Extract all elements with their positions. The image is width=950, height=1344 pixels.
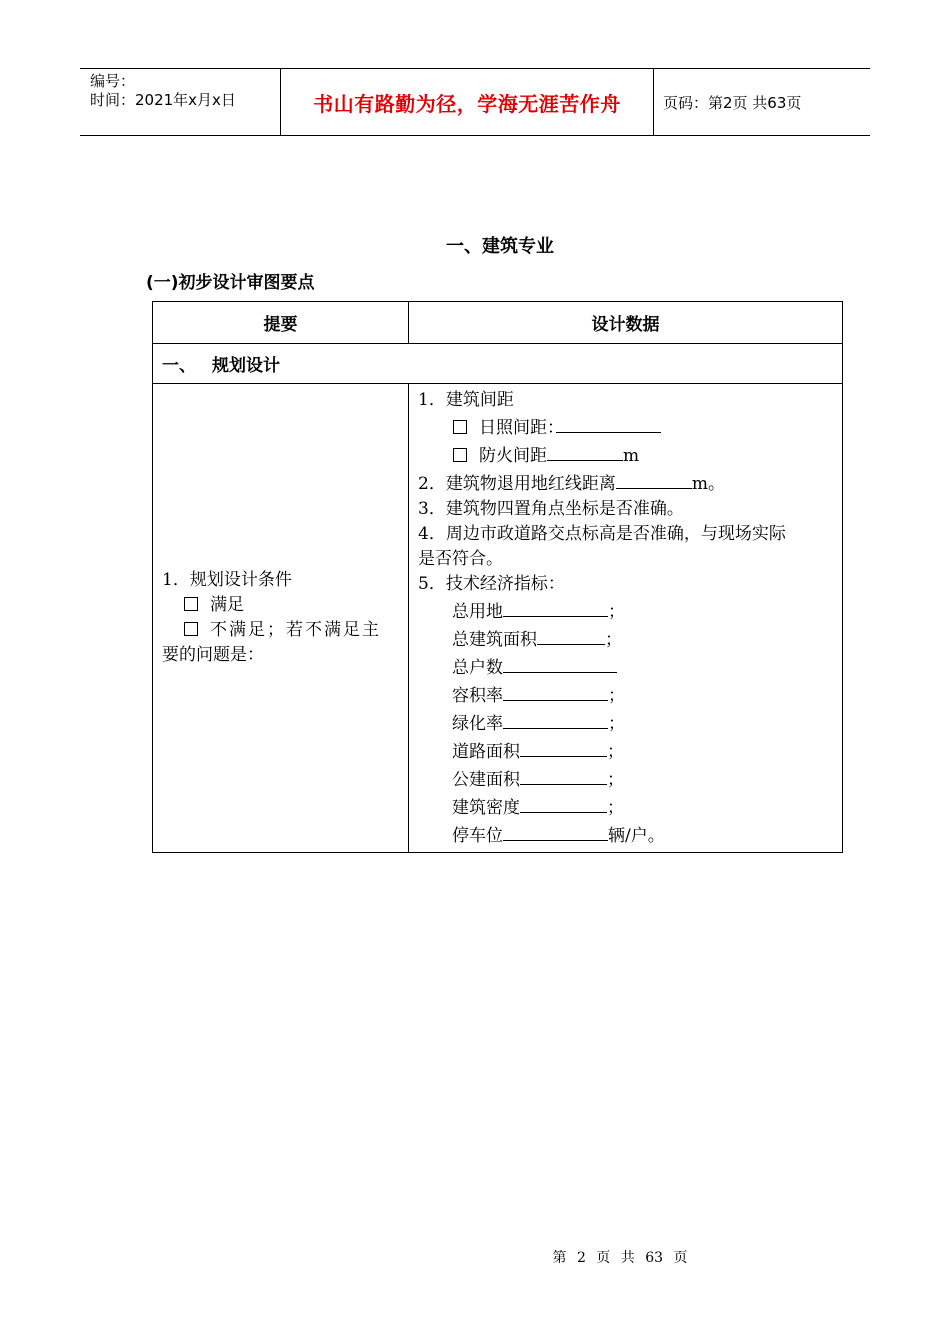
indicator-suffix: ； bbox=[607, 770, 624, 790]
option-unsatisfied-label: 不满足；若不满足主 bbox=[210, 620, 381, 640]
indicator-label: 绿化率 bbox=[452, 714, 503, 734]
indicator-road-area bbox=[418, 737, 836, 765]
indicator-parking bbox=[418, 821, 836, 849]
sub-title: (一)初步设计审图要点 bbox=[146, 273, 315, 293]
corner-coords-line: 3．建筑物四置角点坐标是否准确。 bbox=[418, 499, 684, 519]
indicator-suffix: ； bbox=[607, 742, 624, 762]
indicator-blank[interactable] bbox=[520, 793, 607, 813]
table-section-row bbox=[153, 344, 843, 384]
design-data-cell bbox=[409, 384, 843, 853]
checkbox-icon[interactable] bbox=[453, 420, 467, 434]
section-row-label: 规划设计 bbox=[212, 356, 280, 376]
table-header-row bbox=[153, 302, 843, 344]
header-summary: 提要 bbox=[153, 302, 409, 344]
indicator-total-land bbox=[418, 597, 836, 625]
indicator-blank[interactable] bbox=[520, 765, 607, 785]
fire-spacing-line bbox=[418, 441, 836, 469]
option-satisfied-line bbox=[162, 593, 400, 618]
page-footer: 第 2 页 共 63 页 bbox=[552, 1250, 688, 1266]
checkbox-icon[interactable] bbox=[184, 597, 198, 611]
checkbox-icon[interactable] bbox=[453, 448, 467, 462]
fire-spacing-unit: m bbox=[623, 446, 640, 466]
header-design-data: 设计数据 bbox=[409, 302, 843, 344]
option-unsatisfied-continuation: 要的问题是： bbox=[162, 645, 264, 665]
indicator-blank[interactable] bbox=[503, 653, 617, 673]
document-header bbox=[80, 68, 870, 136]
section-row-planning bbox=[153, 344, 843, 384]
sunlight-spacing-line bbox=[418, 413, 836, 441]
indicator-label: 建筑密度 bbox=[452, 798, 520, 818]
indicator-label: 容积率 bbox=[452, 686, 503, 706]
indicator-label: 总建筑面积 bbox=[452, 630, 537, 650]
checkbox-icon[interactable] bbox=[184, 622, 198, 636]
indicator-blank[interactable] bbox=[503, 597, 608, 617]
summary-cell bbox=[153, 384, 409, 853]
option-satisfied-label: 满足 bbox=[210, 595, 244, 615]
sunlight-spacing-blank[interactable] bbox=[556, 413, 661, 433]
fire-spacing-blank[interactable] bbox=[547, 441, 623, 461]
indicator-public-building-area bbox=[418, 765, 836, 793]
indicator-households bbox=[418, 653, 836, 681]
indicator-label: 总户数 bbox=[452, 658, 503, 678]
indicator-blank[interactable] bbox=[520, 737, 607, 757]
indicator-suffix: ； bbox=[605, 630, 622, 650]
road-elevation-continuation: 是否符合。 bbox=[418, 549, 503, 569]
indicator-total-floor-area bbox=[418, 625, 836, 653]
indicator-blank[interactable] bbox=[503, 681, 608, 701]
indicator-plot-ratio bbox=[418, 681, 836, 709]
tech-indicators-title: 5．技术经济指标： bbox=[418, 574, 565, 594]
indicator-suffix: ； bbox=[608, 686, 625, 706]
sunlight-spacing-label: 日照间距： bbox=[479, 418, 564, 438]
code-label: 编号： bbox=[90, 72, 136, 90]
planning-condition-title: 1．规划设计条件 bbox=[162, 570, 292, 590]
indicator-building-density bbox=[418, 793, 836, 821]
indicator-blank[interactable] bbox=[503, 709, 608, 729]
setback-line bbox=[418, 469, 836, 497]
setback-label: 2．建筑物退用地红线距离 bbox=[418, 474, 616, 494]
setback-unit: m。 bbox=[691, 474, 725, 494]
indicator-label: 总用地 bbox=[452, 602, 503, 622]
time-label: 时间：2021年x月x日 bbox=[90, 91, 236, 109]
indicator-suffix: 辆/户。 bbox=[608, 826, 665, 846]
road-elevation-line: 4．周边市政道路交点标高是否准确，与现场实际 bbox=[418, 524, 786, 544]
indicator-green-ratio bbox=[418, 709, 836, 737]
indicator-blank[interactable] bbox=[537, 625, 605, 645]
header-meta bbox=[80, 69, 281, 135]
header-page-info: 页码：第2页 共63页 bbox=[663, 93, 802, 112]
header-motto: 书山有路勤为径，学海无涯苦作舟 bbox=[281, 69, 654, 135]
indicator-suffix: ； bbox=[607, 798, 624, 818]
fire-spacing-label: 防火间距 bbox=[479, 446, 547, 466]
review-table bbox=[152, 301, 843, 853]
setback-blank[interactable] bbox=[616, 469, 692, 489]
table-row bbox=[153, 384, 843, 853]
section-row-number: 一、 bbox=[162, 356, 196, 376]
option-unsatisfied-line bbox=[162, 618, 400, 643]
indicator-label: 道路面积 bbox=[452, 742, 520, 762]
indicator-suffix: ； bbox=[608, 602, 625, 622]
indicator-suffix: ； bbox=[608, 714, 625, 734]
section-title: 一、建筑专业 bbox=[446, 236, 554, 257]
indicator-blank[interactable] bbox=[503, 821, 608, 841]
spacing-title: 1．建筑间距 bbox=[418, 390, 514, 410]
indicator-label: 公建面积 bbox=[452, 770, 520, 790]
indicator-label: 停车位 bbox=[452, 826, 503, 846]
